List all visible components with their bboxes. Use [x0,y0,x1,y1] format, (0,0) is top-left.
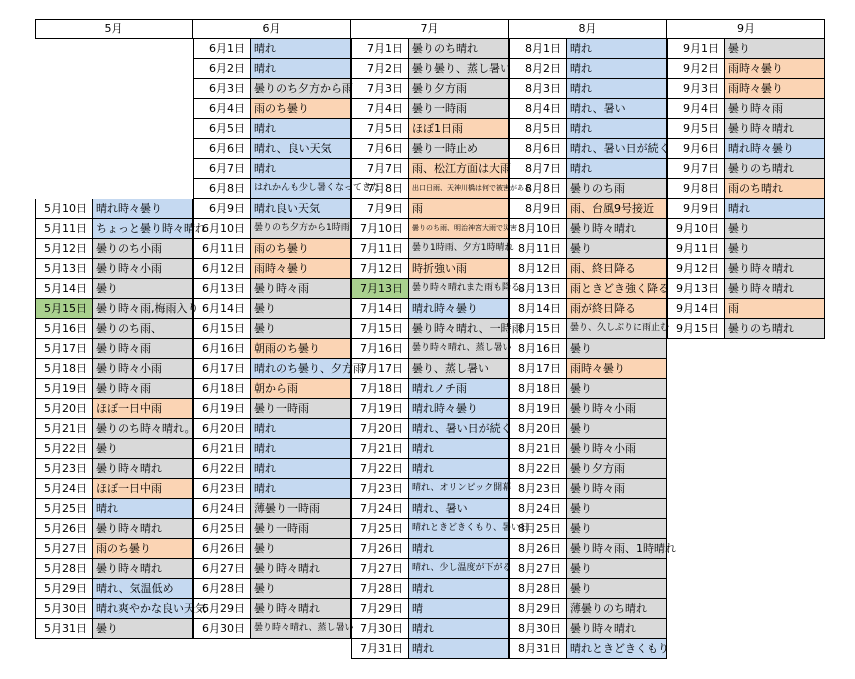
weather-cell-july: 晴れ [409,459,509,479]
date-cell-june: 6月18日 [193,379,251,399]
weather-cell-august: 曇り [567,579,667,599]
date-cell-july: 7月24日 [351,499,409,519]
date-cell-august: 8月25日 [509,519,567,539]
weather-cell-september: 曇り時々晴れ [725,279,825,299]
weather-cell-june: 晴れ [251,479,351,499]
date-cell-june: 6月15日 [193,319,251,339]
date-cell-september: 9月4日 [667,99,725,119]
weather-cell-july: 晴れ時々曇り [409,399,509,419]
month-header-august: 8月 [509,19,667,39]
date-cell-may: 5月26日 [35,519,93,539]
weather-cell-may: 晴れ、気温低め [93,579,193,599]
date-cell-august: 8月27日 [509,559,567,579]
weather-cell-june: 曇りのち夕方から雨 [251,79,351,99]
month-header-september: 9月 [737,22,755,35]
date-cell-june: 6月27日 [193,559,251,579]
weather-cell-august: 曇り時々小雨 [567,439,667,459]
date-cell-may: 5月30日 [35,599,93,619]
date-cell-june: 6月21日 [193,439,251,459]
date-cell-july: 7月29日 [351,599,409,619]
date-cell-june: 6月13日 [193,279,251,299]
date-cell-june: 6月17日 [193,359,251,379]
date-cell-august: 8月23日 [509,479,567,499]
date-cell-september: 9月7日 [667,159,725,179]
date-cell-june: 6月23日 [193,479,251,499]
weather-cell-may: 晴れ爽やかな良い天気 [93,599,193,619]
weather-cell-july: 曇り一時止め [409,139,509,159]
date-cell-august: 8月26日 [509,539,567,559]
date-cell-september: 9月15日 [667,319,725,339]
weather-cell-may: 曇り時々晴れ [93,559,193,579]
date-cell-june: 6月8日 [193,179,251,199]
date-cell-july: 7月13日 [351,279,409,299]
weather-cell-august: 曇り [567,519,667,539]
weather-cell-june: はれかんも少し暑くなってきた [251,179,351,199]
weather-cell-may: 雨のち曇り [93,539,193,559]
date-cell-july: 7月23日 [351,479,409,499]
date-cell-august: 8月2日 [509,59,567,79]
date-cell-june: 6月1日 [193,39,251,59]
date-cell-may: 5月15日 [35,299,93,319]
weather-cell-august: 曇り [567,239,667,259]
month-header-june: 6月 [193,19,351,39]
weather-cell-july: 曇り時々晴れまた雨も降る。 [409,279,509,299]
date-cell-may: 5月11日 [35,219,93,239]
weather-cell-july: 晴れ、暑い [409,499,509,519]
date-cell-august: 8月17日 [509,359,567,379]
date-cell-september: 9月14日 [667,299,725,319]
date-cell-august: 8月9日 [509,199,567,219]
date-cell-june: 6月9日 [193,199,251,219]
weather-cell-june: 雨時々曇り [251,259,351,279]
date-cell-may: 5月20日 [35,399,93,419]
date-cell-may: 5月28日 [35,559,93,579]
weather-cell-may: 曇り時々晴れ [93,519,193,539]
weather-cell-june: 曇り [251,299,351,319]
date-cell-august: 8月16日 [509,339,567,359]
weather-cell-june: 晴れ [251,59,351,79]
weather-cell-august: 雨時々曇り [567,359,667,379]
date-cell-july: 7月5日 [351,119,409,139]
date-cell-june: 6月5日 [193,119,251,139]
date-cell-may: 5月27日 [35,539,93,559]
date-cell-july: 7月8日 [351,179,409,199]
weather-cell-september: 曇り時々晴れ [725,259,825,279]
weather-cell-june: 曇り時々雨 [251,279,351,299]
weather-cell-may: 晴れ時々曇り [93,199,193,219]
weather-cell-may: 曇り時々雨,梅雨入り [93,299,193,319]
weather-cell-august: 晴れ、暑い日が続く [567,139,667,159]
weather-cell-august: 曇りのち雨 [567,179,667,199]
date-cell-june: 6月25日 [193,519,251,539]
weather-cell-june: 晴れ [251,439,351,459]
date-cell-august: 8月4日 [509,99,567,119]
weather-cell-june: 晴れ良い天気 [251,199,351,219]
weather-cell-august: 晴れときどきくもり [567,639,667,659]
weather-cell-may: ちょっと曇り時々晴れ [93,219,193,239]
weather-cell-july: 曇り時々晴れ、一時雨 [409,319,509,339]
date-cell-june: 6月14日 [193,299,251,319]
date-cell-august: 8月11日 [509,239,567,259]
date-cell-may: 5月21日 [35,419,93,439]
weather-cell-august: 晴れ [567,59,667,79]
date-cell-july: 7月4日 [351,99,409,119]
weather-cell-august: 曇り、久しぶりに雨止む [567,319,667,339]
date-cell-august: 8月8日 [509,179,567,199]
weather-cell-june: 晴れ、良い天気 [251,139,351,159]
weather-cell-may: 曇りのち雨、 [93,319,193,339]
date-cell-may: 5月16日 [35,319,93,339]
date-cell-june: 6月26日 [193,539,251,559]
date-cell-july: 7月27日 [351,559,409,579]
date-cell-august: 8月14日 [509,299,567,319]
date-cell-july: 7月1日 [351,39,409,59]
date-cell-july: 7月14日 [351,299,409,319]
weather-cell-july: 曇り1時雨、夕方1時晴れ [409,239,509,259]
date-cell-september: 9月13日 [667,279,725,299]
date-cell-august: 8月7日 [509,159,567,179]
weather-cell-july: 晴れ [409,539,509,559]
weather-cell-august: 晴れ [567,79,667,99]
date-cell-june: 6月22日 [193,459,251,479]
date-cell-august: 8月18日 [509,379,567,399]
date-cell-july: 7月6日 [351,139,409,159]
weather-cell-august: 晴れ [567,39,667,59]
date-cell-august: 8月15日 [509,319,567,339]
weather-cell-august: 晴れ、暑い [567,99,667,119]
weather-cell-august: 薄曇りのち晴れ [567,599,667,619]
date-cell-september: 9月12日 [667,259,725,279]
date-cell-may: 5月31日 [35,619,93,639]
weather-cell-june: 曇り [251,579,351,599]
weather-cell-july: 晴れときどきくもり、暑い日 [409,519,509,539]
weather-cell-july: ほぼ1日雨 [409,119,509,139]
weather-cell-september: 曇り [725,239,825,259]
weather-cell-august: 晴れ [567,159,667,179]
date-cell-may: 5月13日 [35,259,93,279]
weather-cell-may: 曇りのち小雨 [93,239,193,259]
weather-cell-may: ほぼ一日中雨 [93,399,193,419]
date-cell-august: 8月22日 [509,459,567,479]
date-cell-june: 6月11日 [193,239,251,259]
date-cell-july: 7月28日 [351,579,409,599]
date-cell-may: 5月24日 [35,479,93,499]
weather-cell-june: 雨のち曇り [251,99,351,119]
weather-cell-july: 時折強い雨 [409,259,509,279]
weather-cell-august: 曇り [567,499,667,519]
weather-cell-may: 曇り [93,439,193,459]
weather-cell-june: 朝雨のち曇り [251,339,351,359]
date-cell-june: 6月29日 [193,599,251,619]
weather-cell-june: 曇りのち夕方から1時雨 [251,219,351,239]
weather-cell-august: 晴れ [567,119,667,139]
date-cell-august: 8月30日 [509,619,567,639]
date-cell-july: 7月17日 [351,359,409,379]
weather-calendar-table [35,19,825,659]
weather-cell-august: 雨が終日降る [567,299,667,319]
weather-cell-june: 晴れ [251,119,351,139]
weather-cell-august: 曇り時々小雨 [567,399,667,419]
date-cell-september: 9月1日 [667,39,725,59]
weather-cell-june: 曇り時々晴れ [251,559,351,579]
weather-cell-july: 晴れノチ雨 [409,379,509,399]
weather-cell-august: 曇り [567,559,667,579]
weather-cell-july: 晴れ時々曇り [409,299,509,319]
weather-cell-june: 晴れ [251,159,351,179]
date-cell-may: 5月29日 [35,579,93,599]
weather-cell-june: 曇り一時雨 [251,399,351,419]
weather-cell-july: 晴れ [409,619,509,639]
weather-cell-july: 曇りのち晴れ [409,39,509,59]
date-cell-june: 6月16日 [193,339,251,359]
weather-cell-september: 曇り [725,39,825,59]
weather-cell-may: ほぼ一日中雨 [93,479,193,499]
date-cell-august: 8月29日 [509,599,567,619]
date-cell-july: 7月15日 [351,319,409,339]
weather-cell-may: 曇り [93,279,193,299]
weather-cell-may: 曇り時々雨 [93,379,193,399]
date-cell-june: 6月19日 [193,399,251,419]
weather-cell-july: 晴れ [409,639,509,659]
date-cell-august: 8月1日 [509,39,567,59]
weather-cell-july: 曇り時々晴れ、蒸し暑い [409,339,509,359]
weather-cell-august: 雨ときどき強く降る [567,279,667,299]
weather-cell-may: 曇り時々小雨 [93,359,193,379]
date-cell-august: 8月3日 [509,79,567,99]
weather-cell-june: 曇り時々晴れ [251,599,351,619]
date-cell-may: 5月22日 [35,439,93,459]
weather-cell-june: 曇り [251,539,351,559]
date-cell-september: 9月5日 [667,119,725,139]
weather-cell-june: 朝から雨 [251,379,351,399]
date-cell-august: 8月28日 [509,579,567,599]
weather-cell-june: 晴れ [251,459,351,479]
date-cell-july: 7月25日 [351,519,409,539]
date-cell-july: 7月19日 [351,399,409,419]
date-cell-july: 7月11日 [351,239,409,259]
date-cell-june: 6月12日 [193,259,251,279]
weather-cell-september: 雨時々曇り [725,79,825,99]
weather-cell-august: 曇り [567,379,667,399]
weather-cell-june: 晴れ [251,39,351,59]
weather-cell-july: 雨 [409,199,509,219]
weather-cell-may: 晴れ [93,499,193,519]
date-cell-august: 8月31日 [509,639,567,659]
weather-cell-august: 曇り時々晴れ [567,219,667,239]
date-cell-june: 6月28日 [193,579,251,599]
weather-cell-september: 曇りのち晴れ [725,159,825,179]
weather-cell-may: 曇り時々雨 [93,339,193,359]
date-cell-july: 7月30日 [351,619,409,639]
date-cell-may: 5月23日 [35,459,93,479]
weather-cell-july: 雨、松江方面は大雨 [409,159,509,179]
weather-cell-july: 晴れ、暑い日が続く [409,419,509,439]
date-cell-july: 7月3日 [351,79,409,99]
date-cell-june: 6月24日 [193,499,251,519]
weather-cell-august: 曇り夕方雨 [567,459,667,479]
weather-cell-july: 晴 [409,599,509,619]
date-cell-september: 9月3日 [667,79,725,99]
weather-cell-august: 曇り時々雨、1時晴れ [567,539,667,559]
weather-cell-july: 曇り曇り、蒸し暑い [409,59,509,79]
weather-cell-july: 晴れ、オリンピック開幕 [409,479,509,499]
date-cell-june: 6月2日 [193,59,251,79]
date-cell-june: 6月3日 [193,79,251,99]
weather-cell-september: 曇り時々晴れ [725,119,825,139]
weather-cell-july: 晴れ、少し温度が下がる [409,559,509,579]
date-cell-july: 7月2日 [351,59,409,79]
date-cell-may: 5月14日 [35,279,93,299]
date-cell-july: 7月31日 [351,639,409,659]
date-cell-july: 7月10日 [351,219,409,239]
weather-cell-september: 晴れ時々曇り [725,139,825,159]
date-cell-august: 8月19日 [509,399,567,419]
weather-cell-june: 曇り一時雨 [251,519,351,539]
weather-cell-september: 雨 [725,299,825,319]
weather-cell-july: 曇り、蒸し暑い [409,359,509,379]
date-cell-august: 8月12日 [509,259,567,279]
date-cell-august: 8月6日 [509,139,567,159]
date-cell-may: 5月19日 [35,379,93,399]
weather-cell-may: 曇りのち時々晴れ。 [93,419,193,439]
weather-cell-july: 曇り夕方雨 [409,79,509,99]
date-cell-may: 5月25日 [35,499,93,519]
weather-cell-august: 曇り [567,339,667,359]
date-cell-july: 7月21日 [351,439,409,459]
weather-cell-september: 曇り [725,219,825,239]
date-cell-may: 5月18日 [35,359,93,379]
weather-cell-july: 曇り一時雨 [409,99,509,119]
date-cell-june: 6月6日 [193,139,251,159]
weather-cell-june: 曇り時々晴れ、蒸し暑い [251,619,351,639]
date-cell-may: 5月10日 [35,199,93,219]
date-cell-june: 6月30日 [193,619,251,639]
date-cell-june: 6月4日 [193,99,251,119]
weather-cell-august: 雨、終日降る [567,259,667,279]
date-cell-july: 7月20日 [351,419,409,439]
date-cell-may: 5月12日 [35,239,93,259]
weather-cell-september: 雨時々曇り [725,59,825,79]
date-cell-july: 7月16日 [351,339,409,359]
weather-cell-august: 雨、台風9号接近 [567,199,667,219]
weather-cell-june: 晴れ [251,419,351,439]
date-cell-june: 6月10日 [193,219,251,239]
date-cell-june: 6月20日 [193,419,251,439]
date-cell-july: 7月22日 [351,459,409,479]
weather-cell-may: 曇り時々晴れ [93,459,193,479]
month-header-july: 7月 [351,19,509,39]
weather-cell-august: 曇り時々雨 [567,479,667,499]
date-cell-august: 8月21日 [509,439,567,459]
weather-cell-may: 曇り [93,619,193,639]
date-cell-july: 7月12日 [351,259,409,279]
weather-cell-august: 曇り [567,419,667,439]
weather-cell-july: 曇りのち雨、明治神宮大雨で災害 [409,219,509,239]
date-cell-june: 6月7日 [193,159,251,179]
month-header-may: 5月 [35,19,193,39]
weather-cell-june: 晴れのち曇り、夕方雨 [251,359,351,379]
weather-cell-september: 曇りのち晴れ [725,319,825,339]
date-cell-september: 9月9日 [667,199,725,219]
weather-cell-september: 晴れ [725,199,825,219]
date-cell-july: 7月26日 [351,539,409,559]
weather-cell-june: 曇り [251,319,351,339]
weather-cell-june: 雨のち曇り [251,239,351,259]
date-cell-september: 9月10日 [667,219,725,239]
weather-cell-june: 薄曇り一時雨 [251,499,351,519]
weather-cell-july: 出口日雨、天神川橋は何で被害がある [409,179,509,199]
weather-cell-september: 雨のち晴れ [725,179,825,199]
weather-cell-july: 晴れ [409,579,509,599]
weather-cell-september: 曇り時々雨 [725,99,825,119]
date-cell-july: 7月9日 [351,199,409,219]
weather-cell-may: 曇り時々小雨 [93,259,193,279]
date-cell-september: 9月8日 [667,179,725,199]
date-cell-september: 9月2日 [667,59,725,79]
date-cell-august: 8月20日 [509,419,567,439]
date-cell-may: 5月17日 [35,339,93,359]
date-cell-august: 8月5日 [509,119,567,139]
weather-cell-august: 曇り時々晴れ [567,619,667,639]
date-cell-august: 8月24日 [509,499,567,519]
date-cell-august: 8月13日 [509,279,567,299]
date-cell-september: 9月11日 [667,239,725,259]
date-cell-september: 9月6日 [667,139,725,159]
weather-cell-july: 晴れ [409,439,509,459]
date-cell-august: 8月10日 [509,219,567,239]
date-cell-july: 7月18日 [351,379,409,399]
date-cell-july: 7月7日 [351,159,409,179]
